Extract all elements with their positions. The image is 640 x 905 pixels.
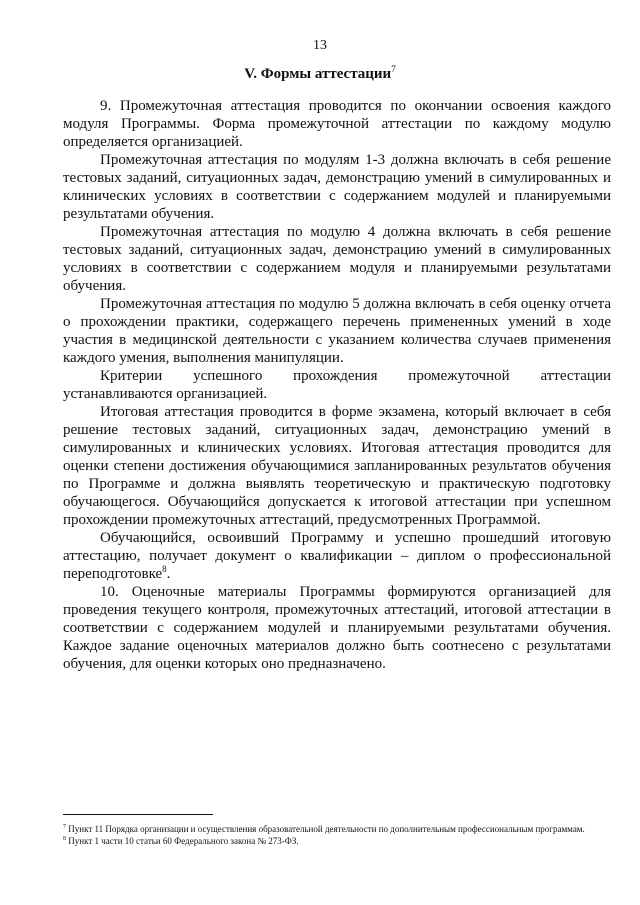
footnote-marker-8: 8 bbox=[63, 836, 66, 842]
paragraph-module-5: Промежуточная аттестация по модулю 5 должна включать в себя оценку отчета о прохождении практики, содержащего перечень примененных умений в ходе участия в медицинской деятельности с указанием количества случаев применения каждого умения, выполнения манипуляции. bbox=[63, 296, 611, 366]
footnote-text-8: Пункт 1 части 10 статьи 60 Федерального закона № 273-ФЗ. bbox=[66, 836, 299, 846]
paragraph-diploma-end: . bbox=[166, 566, 171, 582]
footnote-text-7: Пункт 11 Порядка организации и осуществления образовательной деятельности по дополнительным профессиональным программам. bbox=[66, 824, 585, 834]
footnote-ref-7: 7 bbox=[391, 64, 396, 74]
paragraph-modules-1-3: Промежуточная аттестация по модулям 1-3 должна включать в себя решение тестовых заданий, ситуационных задач, демонстрацию умений в симулированных и клинических условиях в соответствии с содержанием модулей и планируемыми результатами обучения. bbox=[63, 152, 611, 222]
section-title bbox=[0, 66, 640, 83]
footnote-7 bbox=[63, 823, 611, 835]
footnote-ref-8: 8 bbox=[162, 564, 167, 574]
paragraph-criteria: Критерии успешного прохождения промежуточной аттестации устанавливаются организацией. bbox=[63, 368, 611, 402]
body-text bbox=[63, 97, 611, 673]
footnote-marker-7: 7 bbox=[63, 824, 66, 830]
footnote-divider bbox=[63, 814, 213, 815]
paragraph-evaluation-materials: 10. Оценочные материалы Программы формируются организацией для проведения текущего контроля, промежуточных аттестаций, итоговой аттестации в соответствии с содержанием модулей и планируемыми результатами обучения. Каждое задание оценочных материалов должно быть соотнесено с результатами обучения, для оценки которых оно предназначено. bbox=[63, 584, 611, 672]
section-title-text: V. Формы аттестации bbox=[244, 66, 392, 82]
paragraph-diploma-text: Обучающийся, освоивший Программу и успешно прошедший итоговую аттестацию, получает документ о квалификации – диплом о профессиональной переподготовке bbox=[63, 530, 611, 582]
paragraph-intermediate-assessment: 9. Промежуточная аттестация проводится по окончании освоения каждого модуля Программы. Форма промежуточной аттестации по каждому модулю определяется организацией. bbox=[63, 98, 611, 150]
footnote-8 bbox=[63, 835, 611, 847]
footnotes bbox=[63, 823, 611, 847]
page-number: 13 bbox=[313, 38, 327, 53]
paragraph-diploma bbox=[63, 529, 611, 583]
paragraph-final-assessment: Итоговая аттестация проводится в форме экзамена, который включает в себя решение тестовых заданий, ситуационных задач, демонстрацию умений в симулированных и клинических условиях. Итоговая аттестация проводится для оценки степени достижения обучающимися запланированных результатов обучения по Программе и должна выявлять теоретическую и практическую подготовку обучающегося. Обучающийся допускается к итоговой аттестации при успешном прохождении промежуточных аттестаций, предусмотренных Программой. bbox=[63, 404, 611, 528]
paragraph-module-4: Промежуточная аттестация по модулю 4 должна включать в себя решение тестовых заданий, ситуационных задач, демонстрацию умений в симулированных условиях в соответствии с содержанием модуля и планируемыми результатами обучения. bbox=[63, 224, 611, 294]
